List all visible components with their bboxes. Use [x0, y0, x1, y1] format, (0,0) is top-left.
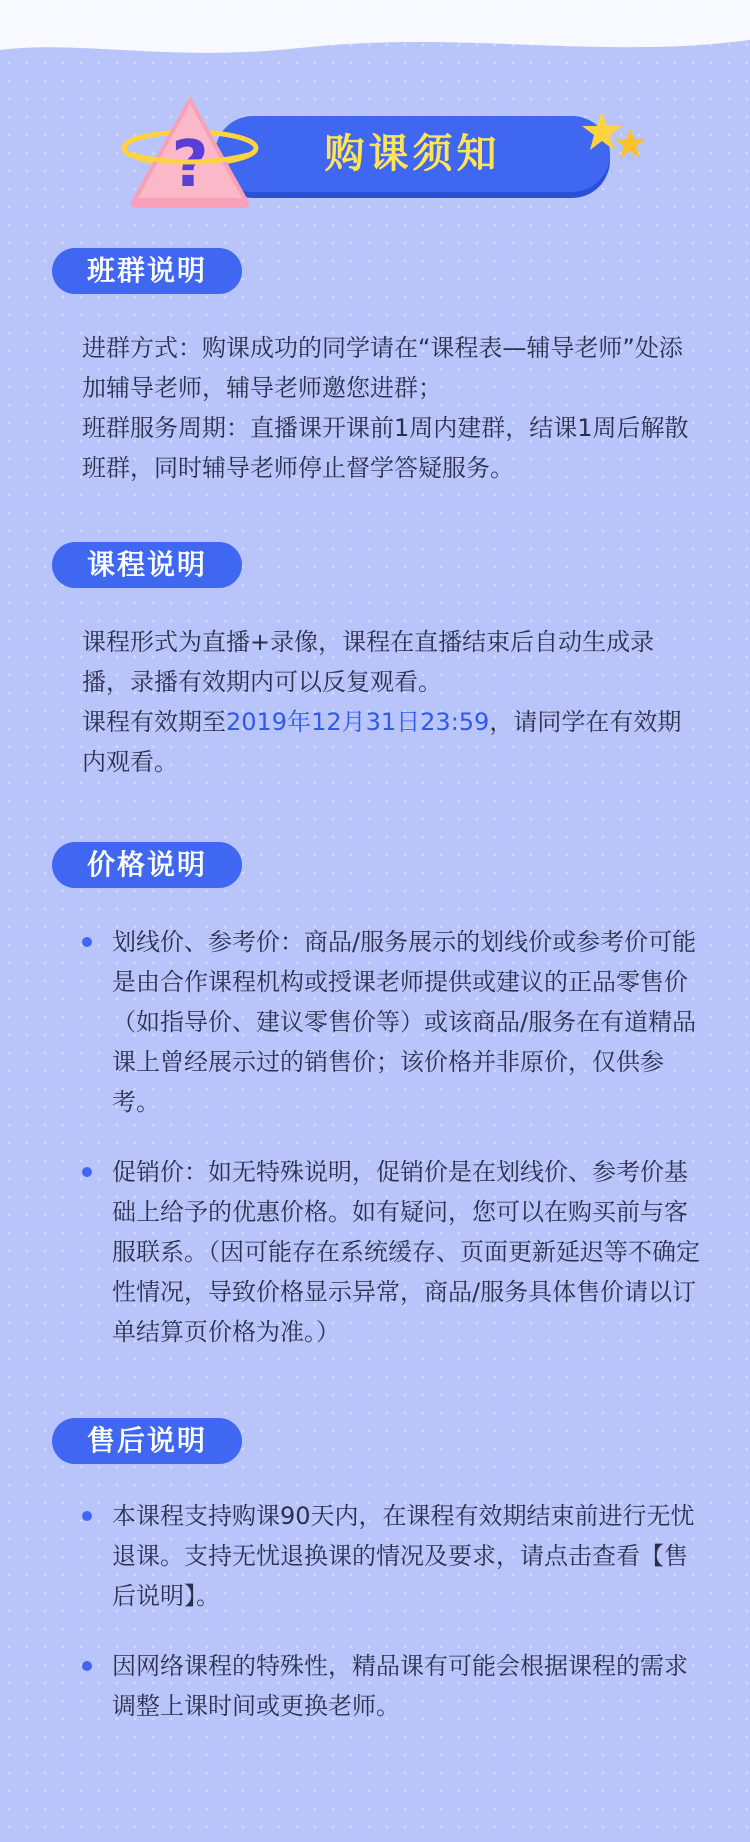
service-period-text: 班群服务周期：直播课开课前1周内建群，结课1周后解散班群，同时辅导老师停止督学答疑服务。	[82, 414, 689, 482]
promo-price-text: 促销价：如无特殊说明，促销价是在划线价、参考价基础上给予的优惠价格。如有疑问，您可以在购买前与客服联系。（因可能存在系统缓存、页面更新延迟等不确定性情况，导致价格显示异常，商品/服务具体售价请以订单结算页价格为准。）	[112, 1158, 700, 1346]
bullet-dot-icon	[82, 1167, 92, 1177]
join-method-text: 进群方式：购课成功的同学请在“课程表—辅导老师”处添加辅导老师，辅导老师邀您进群；	[82, 334, 683, 402]
course-format-text: 课程形式为直播+录像，课程在直播结束后自动生成录播，录播有效期内可以反复观看。	[82, 628, 655, 696]
question-mark-icon	[120, 90, 260, 220]
validity-suffix: ，请同学在有效期内观看。	[82, 708, 682, 776]
validity-text	[82, 702, 702, 782]
refund-policy-text[interactable]: 本课程支持购课90天内，在课程有效期结束前进行无忧退课。支持无忧退换课的情况及要求，请点击查看【售后说明】。	[112, 1502, 695, 1610]
stars-icon	[580, 110, 650, 170]
top-wave-decoration	[0, 0, 750, 70]
section-tag-course: 课程说明	[52, 542, 242, 588]
page-title: 购课须知	[324, 131, 501, 177]
section-tag-class-group: 班群说明	[52, 248, 242, 294]
validity-prefix: 课程有效期至	[82, 708, 226, 736]
schedule-change-text: 因网络课程的特殊性，精品课有可能会根据课程的需求调整上课时间或更换老师。	[112, 1652, 688, 1720]
course-paragraphs	[82, 622, 702, 782]
svg-text:?: ?	[171, 128, 209, 202]
class-group-paragraphs	[82, 328, 702, 488]
validity-date: 2019年12月31日23:59	[226, 708, 490, 736]
section-tag-price: 价格说明	[52, 842, 242, 888]
list-price-text: 划线价、参考价：商品/服务展示的划线价或参考价可能是由合作课程机构或授课老师提供或建议的正品零售价（如指导价、建议零售价等）或该商品/服务在有道精品课上曾经展示过的销售价；该价格并非原价，仅供参考。	[112, 928, 697, 1116]
header-banner	[120, 90, 640, 220]
bullet-dot-icon	[82, 1511, 92, 1521]
bullet-dot-icon	[82, 937, 92, 947]
bullet-dot-icon	[82, 1661, 92, 1671]
section-tag-after-sales: 售后说明	[52, 1418, 242, 1464]
